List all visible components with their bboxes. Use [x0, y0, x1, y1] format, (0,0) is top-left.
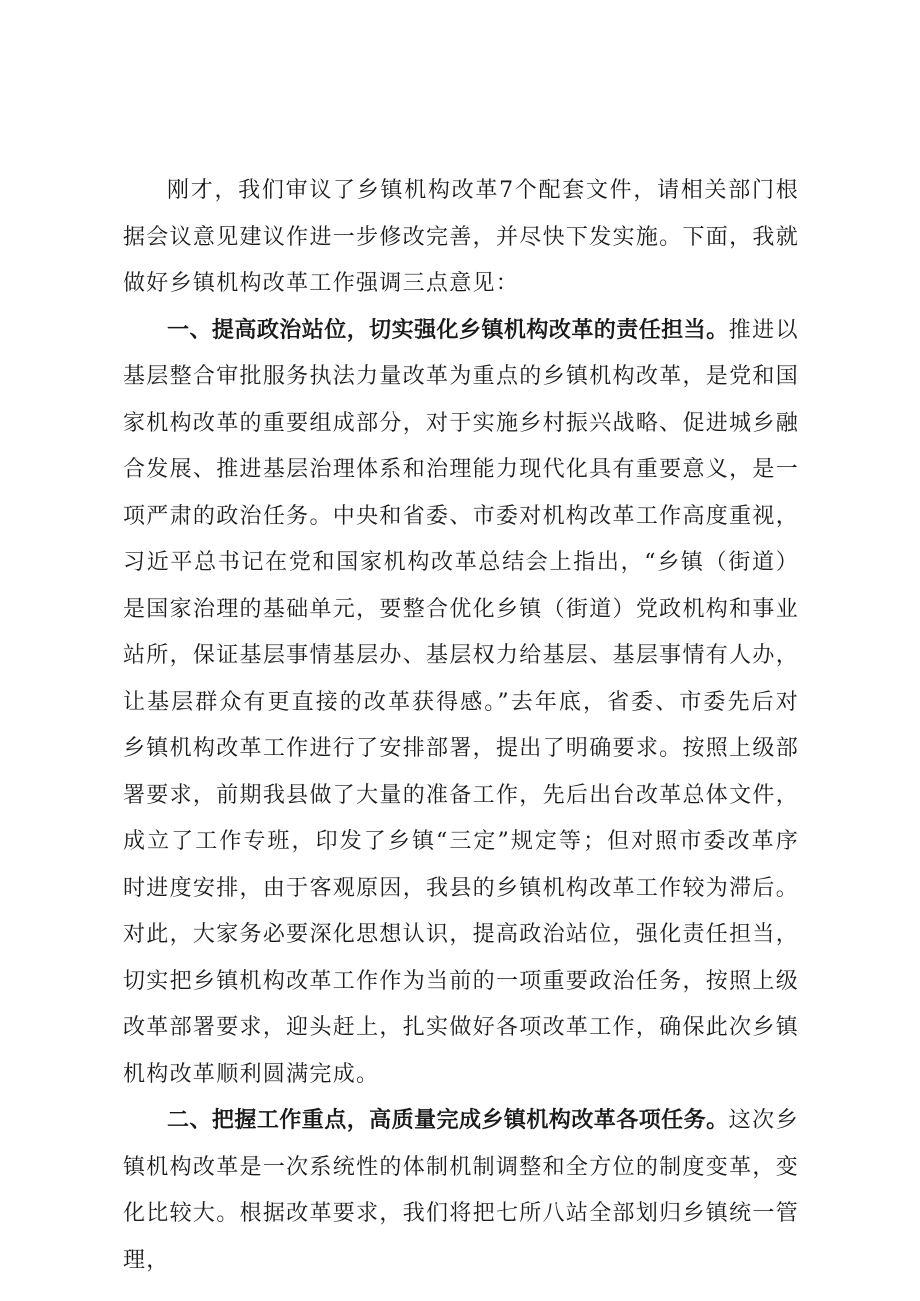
section-heading-two: 二、把握工作重点，高质量完成乡镇机构改革各项任务。 — [167, 1108, 729, 1133]
paragraph-text: 推进以基层整合审批服务执法力量改革为重点的乡镇机构改革，是党和国家机构改革的重要组成部分，对于实施乡村振兴战略、促进城乡融合发展、推进基层治理体系和治理能力现代化具有重要意义，是一项严肃的政治任务。中央和省委、市委对机构改革工作高度重视，习近平总书记在党和国家机构改革总结会上指出，“乡镇（街道）是国家治理的基础单元，要整合优化乡镇（街道）党政机构和事业站所，保证基层事情基层办、基层权力给基层、基层事情有人办，让基层群众有更直接的改革获得感。”去年底，省委、市委先后对乡镇机构改革工作进行了安排部署，提出了明确要求。按照上级部署要求，前期我县做了大量的准备工作，先后出台改革总体文件，成立了工作专班，印发了乡镇“三定”规定等；但对照市委改革序时进度安排，由于客观原因，我县的乡镇机构改革工作较为滞后。对此，大家务必要深化思想认识，提高政治站位，强化责任担当，切实把乡镇机构改革工作作为当前的一项重要政治任务，按照上级改革部署要求，迎头赶上，扎实做好各项改革工作，确保此次乡镇机构改革顺利圆满完成。 — [123, 317, 799, 1087]
paragraph-text: 刚才，我们审议了乡镇机构改革7个配套文件，请相关部门根据会议意见建议作进一步修改完善，并尽快下发实施。下面，我就做好乡镇机构改革工作强调三点意见： — [123, 178, 799, 296]
paragraph-section-two — [123, 1098, 799, 1284]
paragraph-section-one — [123, 308, 799, 1099]
document-body — [123, 168, 799, 1284]
paragraph-text: 这次乡镇机构改革是一次系统性的体制机制调整和全方位的制度变革，变化比较大。根据改革要求，我们将把七所八站全部划归乡镇统一管理， — [123, 1108, 799, 1273]
section-heading-one: 一、提高政治站位，切实强化乡镇机构改革的责任担当。 — [167, 317, 729, 343]
paragraph-intro — [123, 168, 799, 308]
